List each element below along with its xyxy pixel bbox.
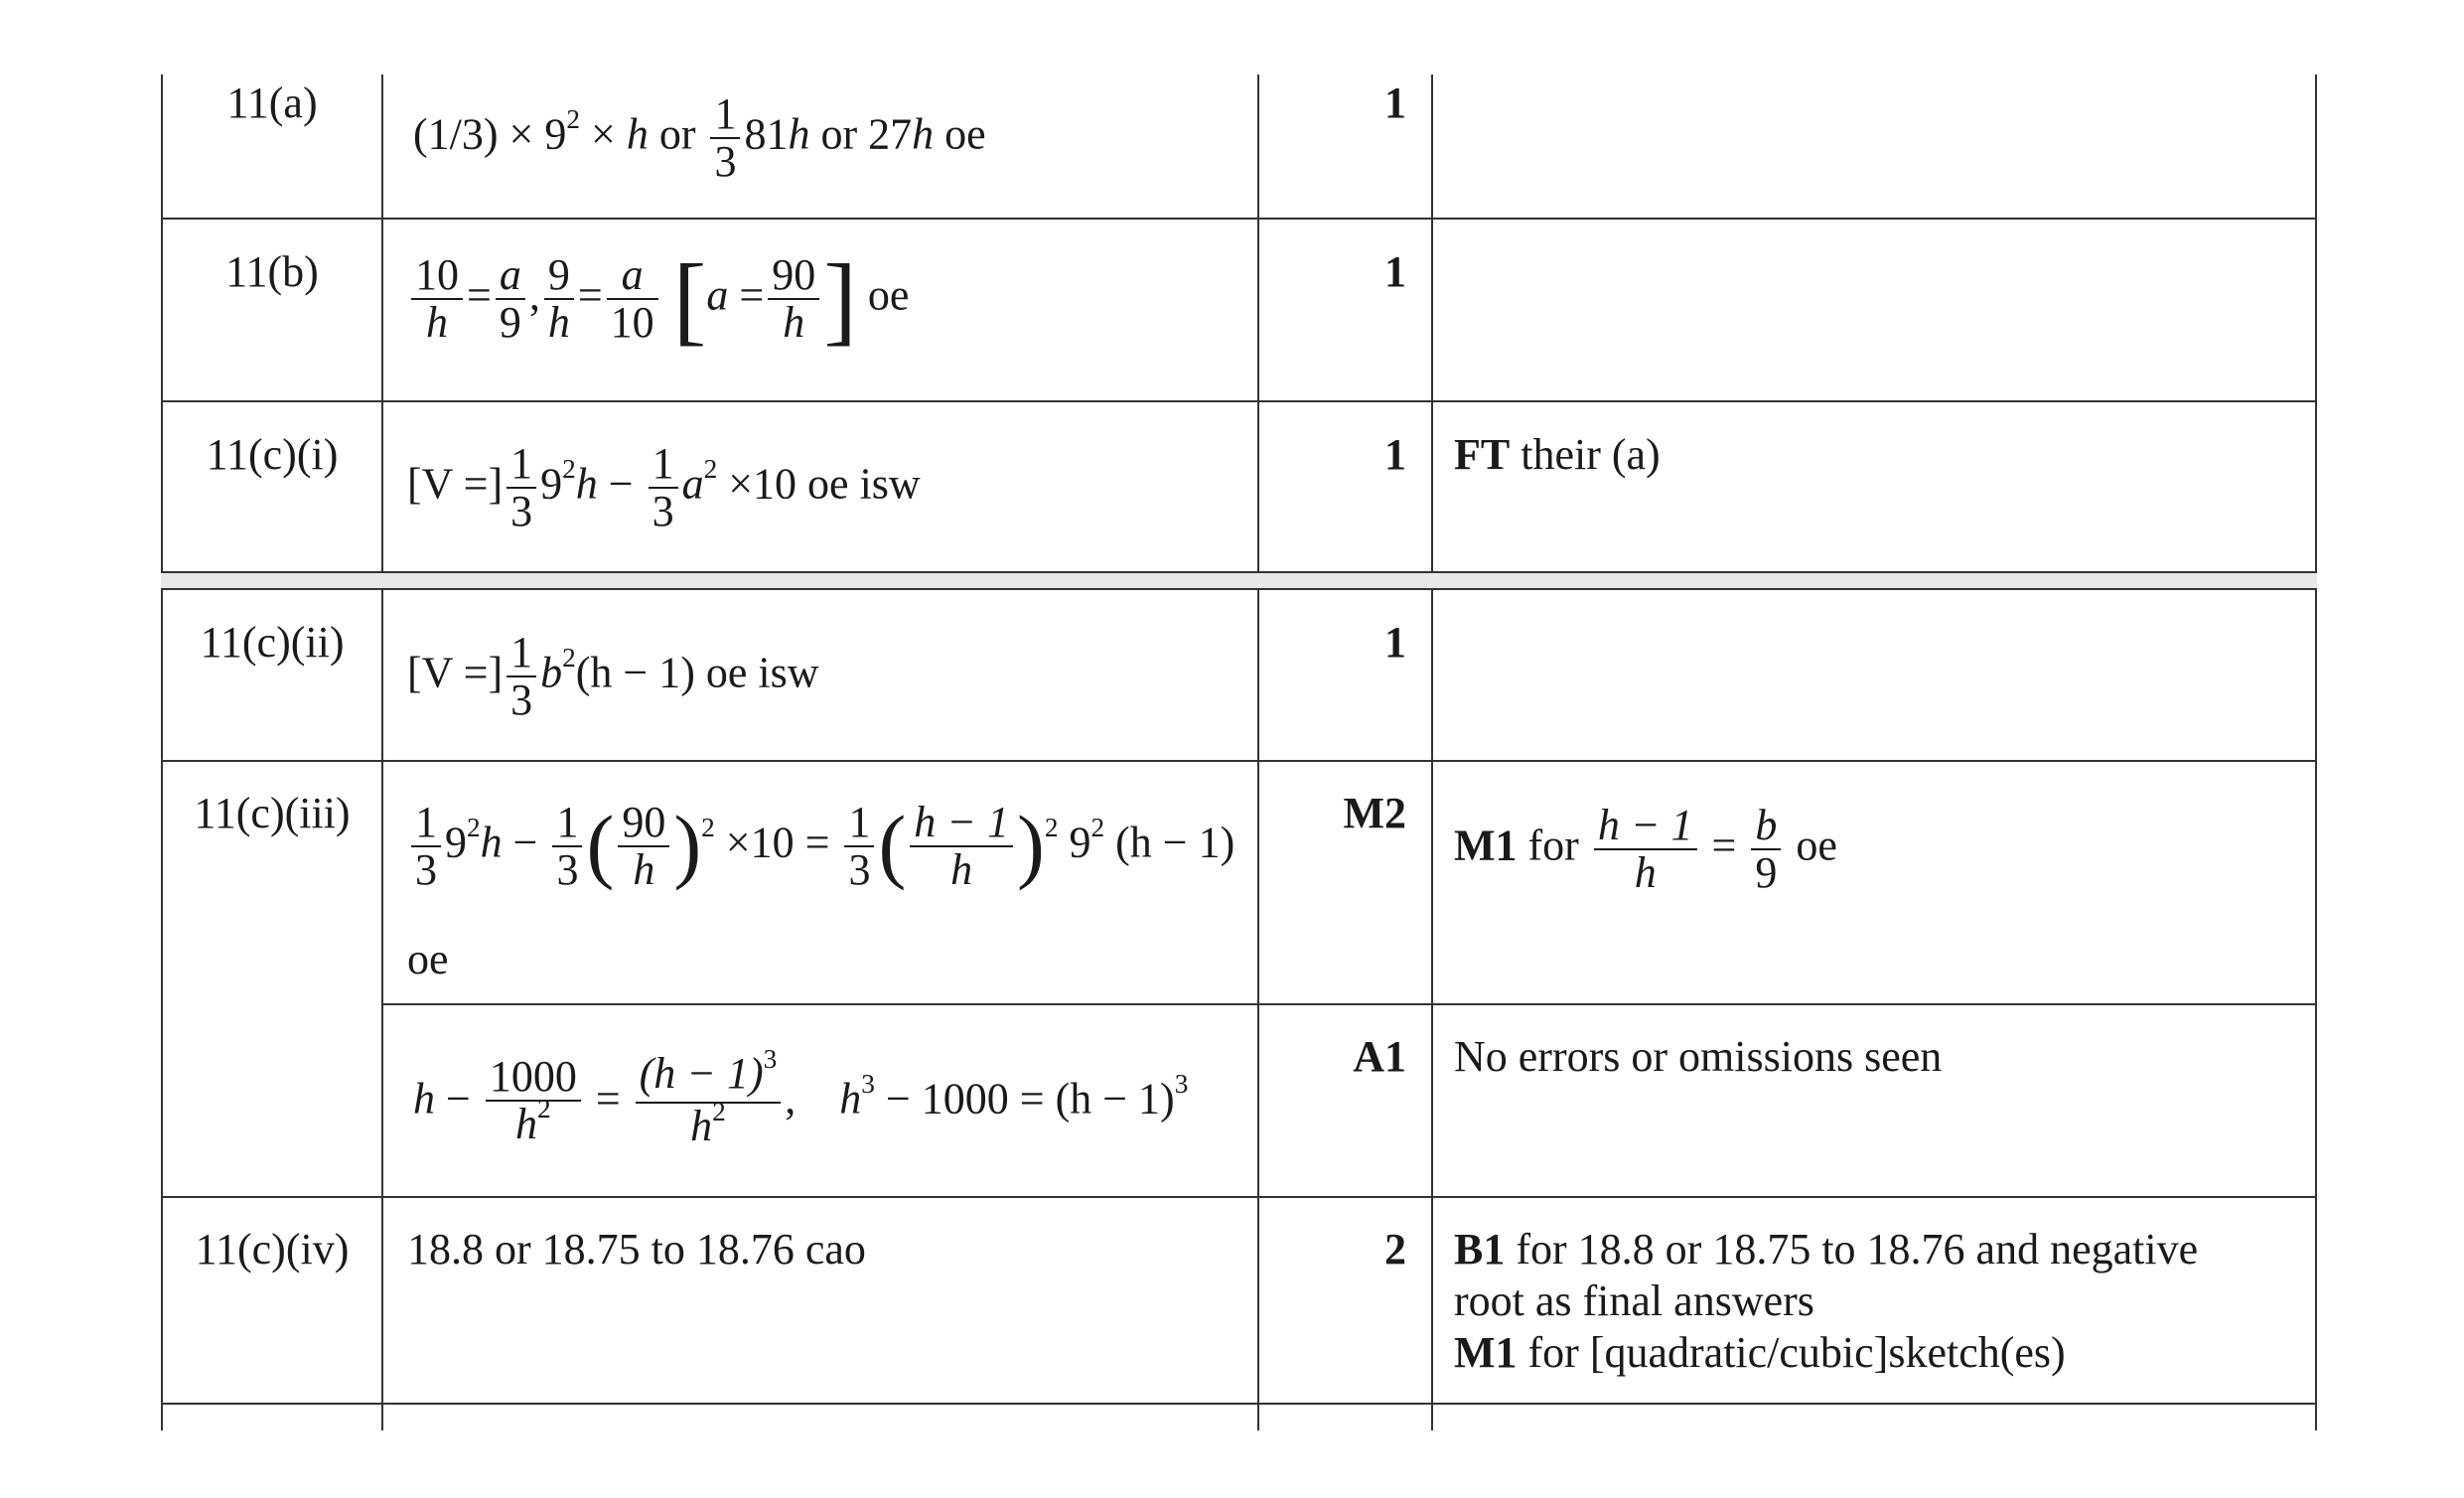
exponent: 2 xyxy=(701,812,715,842)
variable: h xyxy=(839,1074,862,1124)
exponent: 2 xyxy=(712,1096,726,1126)
numerator: 90 xyxy=(768,252,819,300)
answer-cell: 18.8 or 18.75 to 18.76 cao xyxy=(407,1225,866,1273)
guidance-line: root as final answers xyxy=(1454,1276,1814,1325)
fraction xyxy=(710,91,740,185)
variable: h xyxy=(413,1074,435,1124)
numerator: 1 xyxy=(411,800,441,847)
table-border-right xyxy=(2315,75,2317,1430)
answer-text: ×10 xyxy=(717,459,797,509)
answer-text: × xyxy=(579,109,627,159)
fraction xyxy=(636,1043,782,1154)
right-paren: ) xyxy=(1016,800,1045,892)
mark-value: M2 xyxy=(1343,789,1406,837)
denominator: 9 xyxy=(1755,848,1778,898)
guidance-code: M1 xyxy=(1454,1328,1518,1377)
answer-text: − xyxy=(502,818,549,867)
left-bracket: [ xyxy=(672,243,707,356)
fraction xyxy=(544,252,574,346)
answer-text: oe xyxy=(934,109,986,159)
row-divider xyxy=(161,1403,2317,1405)
right-bracket: ] xyxy=(823,243,857,356)
guidance-text: for [quadratic/cubic]sketch(es) xyxy=(1517,1328,2066,1377)
numerator: 9 xyxy=(544,252,574,300)
denominator: h xyxy=(783,298,805,348)
exponent: 2 xyxy=(703,453,718,484)
answer-cell xyxy=(407,800,1234,893)
answer-text: 9 xyxy=(1058,818,1091,867)
fraction xyxy=(607,252,658,346)
equals-sign: = xyxy=(1700,821,1748,870)
exponent: 3 xyxy=(1174,1068,1189,1099)
fraction xyxy=(618,800,669,893)
exponent: 2 xyxy=(562,453,576,484)
comma: , xyxy=(785,1074,797,1124)
answer-text: 81 xyxy=(744,109,789,159)
guidance-code: B1 xyxy=(1454,1225,1506,1273)
denominator: 3 xyxy=(556,845,579,895)
fraction xyxy=(507,441,536,534)
variable: h xyxy=(515,1099,537,1148)
denominator xyxy=(486,1094,581,1152)
question-number: 11(a) xyxy=(226,78,318,127)
numerator: 1 xyxy=(844,800,874,847)
exponent: 2 xyxy=(566,103,580,134)
answer-text: or 27 xyxy=(809,109,913,159)
exponent: 3 xyxy=(763,1043,778,1074)
guidance-line xyxy=(1454,1224,2298,1275)
numerator: 1 xyxy=(649,441,678,489)
numerator: 1000 xyxy=(486,1054,581,1102)
row-divider xyxy=(161,218,2317,220)
guidance-code: M1 xyxy=(1454,821,1518,870)
answer-text: or xyxy=(648,109,707,159)
question-number: 11(b) xyxy=(225,247,319,296)
denominator: h xyxy=(950,845,973,895)
guidance-cell xyxy=(1454,429,1661,481)
exponent: 2 xyxy=(467,812,481,842)
numerator: h − 1 xyxy=(1594,803,1697,850)
equals-sign: = xyxy=(739,270,765,320)
expression: (h − 1) xyxy=(639,1049,764,1098)
answer-text: (1/3) × 9 xyxy=(413,109,567,159)
variable: h xyxy=(690,1102,713,1151)
denominator: h xyxy=(1634,848,1657,898)
fraction xyxy=(844,800,874,893)
answer-oe: oe xyxy=(407,935,449,983)
table-divider-question xyxy=(381,75,383,1430)
denominator: 3 xyxy=(848,845,871,895)
right-paren: ) xyxy=(673,800,702,892)
guidance-text: for 18.8 or 18.75 to 18.76 and negative xyxy=(1505,1225,2199,1273)
numerator: 90 xyxy=(618,800,669,847)
numerator: 1 xyxy=(552,800,582,847)
answer-text: (h − 1) xyxy=(1104,818,1235,867)
answer-text: − 1000 = (h − 1) xyxy=(874,1074,1175,1124)
row-divider-partial xyxy=(381,1003,2317,1005)
exponent: 2 xyxy=(1090,812,1105,842)
mark-value: 2 xyxy=(1384,1225,1406,1273)
comma: , xyxy=(528,270,540,320)
page-break-band xyxy=(161,572,2317,589)
numerator: 1 xyxy=(507,630,536,677)
denominator: 10 xyxy=(610,298,654,348)
guidance-text: oe xyxy=(1785,821,1837,870)
equals-sign: = xyxy=(584,1074,632,1124)
left-paren: ( xyxy=(586,800,615,892)
denominator: 3 xyxy=(510,675,533,725)
guidance-cell xyxy=(1454,803,1837,896)
mark-value: 1 xyxy=(1384,247,1406,296)
answer-cell xyxy=(413,1043,1189,1154)
question-number: 11(c)(iv) xyxy=(195,1225,350,1273)
denominator: 3 xyxy=(415,845,437,895)
answer-text: oe isw xyxy=(797,459,921,509)
equals-sign: = xyxy=(577,270,603,320)
variable: b xyxy=(540,648,563,697)
variable: h xyxy=(575,459,598,509)
answer-text: [V =] xyxy=(407,459,504,509)
numerator: 1 xyxy=(710,91,740,139)
denominator: h xyxy=(426,298,448,348)
numerator: 1 xyxy=(507,441,536,489)
numerator: 10 xyxy=(411,252,463,300)
numerator: a xyxy=(607,252,658,300)
variable: h xyxy=(912,109,935,159)
variable: h xyxy=(788,109,810,159)
answer-text: [V =] xyxy=(407,648,504,697)
exponent: 3 xyxy=(861,1068,875,1099)
fraction xyxy=(1751,803,1781,896)
fraction xyxy=(1594,803,1697,896)
table-divider-marks xyxy=(1431,75,1433,1430)
fraction xyxy=(910,800,1013,893)
numerator: a xyxy=(496,252,525,300)
answer-cell xyxy=(413,91,986,185)
row-divider xyxy=(161,588,2317,590)
fraction xyxy=(552,800,582,893)
answer-text: − xyxy=(597,459,645,509)
variable: h xyxy=(480,818,503,867)
answer-text: ×10 = xyxy=(714,818,841,867)
variable: h xyxy=(626,109,649,159)
denominator: 3 xyxy=(652,487,674,536)
denominator xyxy=(636,1096,782,1154)
left-paren: ( xyxy=(878,800,907,892)
numerator: b xyxy=(1751,803,1781,850)
question-number: 11(c)(i) xyxy=(206,430,339,479)
exponent: 2 xyxy=(537,1094,551,1124)
fraction xyxy=(507,630,536,723)
guidance-text: for xyxy=(1517,821,1590,870)
answer-cell xyxy=(407,243,910,356)
equals-sign: = xyxy=(467,270,492,320)
fraction xyxy=(649,441,678,534)
row-divider xyxy=(161,571,2317,573)
denominator: h xyxy=(547,298,570,348)
exponent: 2 xyxy=(1044,812,1059,842)
row-divider xyxy=(161,1196,2317,1198)
numerator xyxy=(636,1043,782,1104)
guidance-cell xyxy=(1454,1224,2298,1379)
variable: a xyxy=(706,270,729,320)
guidance-code: FT xyxy=(1454,430,1511,479)
guidance-text: their (a) xyxy=(1510,430,1661,479)
row-divider xyxy=(161,400,2317,402)
answer-text: oe isw xyxy=(694,648,819,697)
answer-text: − xyxy=(435,1074,482,1124)
variable: a xyxy=(681,459,704,509)
mark-value: 1 xyxy=(1384,618,1406,667)
denominator: 3 xyxy=(714,137,737,187)
fraction xyxy=(411,800,441,893)
answer-text: 9 xyxy=(540,459,563,509)
question-number: 11(c)(iii) xyxy=(194,789,351,837)
row-divider xyxy=(161,760,2317,762)
denominator: 9 xyxy=(499,298,521,348)
guidance-line xyxy=(1454,1327,2298,1379)
numerator: h − 1 xyxy=(910,800,1013,847)
question-number: 11(c)(ii) xyxy=(200,618,345,667)
answer-cell xyxy=(407,441,921,534)
fraction xyxy=(411,252,463,346)
fraction xyxy=(768,252,819,346)
answer-text: oe xyxy=(867,270,910,320)
exponent: 2 xyxy=(562,642,576,673)
answer-text: 9 xyxy=(445,818,467,867)
mark-value: 1 xyxy=(1384,78,1406,127)
fraction xyxy=(486,1051,581,1152)
denominator: 3 xyxy=(510,487,533,536)
mark-value: A1 xyxy=(1353,1032,1406,1081)
guidance-cell: No errors or omissions seen xyxy=(1454,1032,1943,1081)
denominator: h xyxy=(633,845,655,895)
fraction xyxy=(496,252,525,346)
mark-value: 1 xyxy=(1384,430,1406,479)
answer-text: (h − 1) xyxy=(575,648,695,697)
answer-cell xyxy=(407,630,819,723)
